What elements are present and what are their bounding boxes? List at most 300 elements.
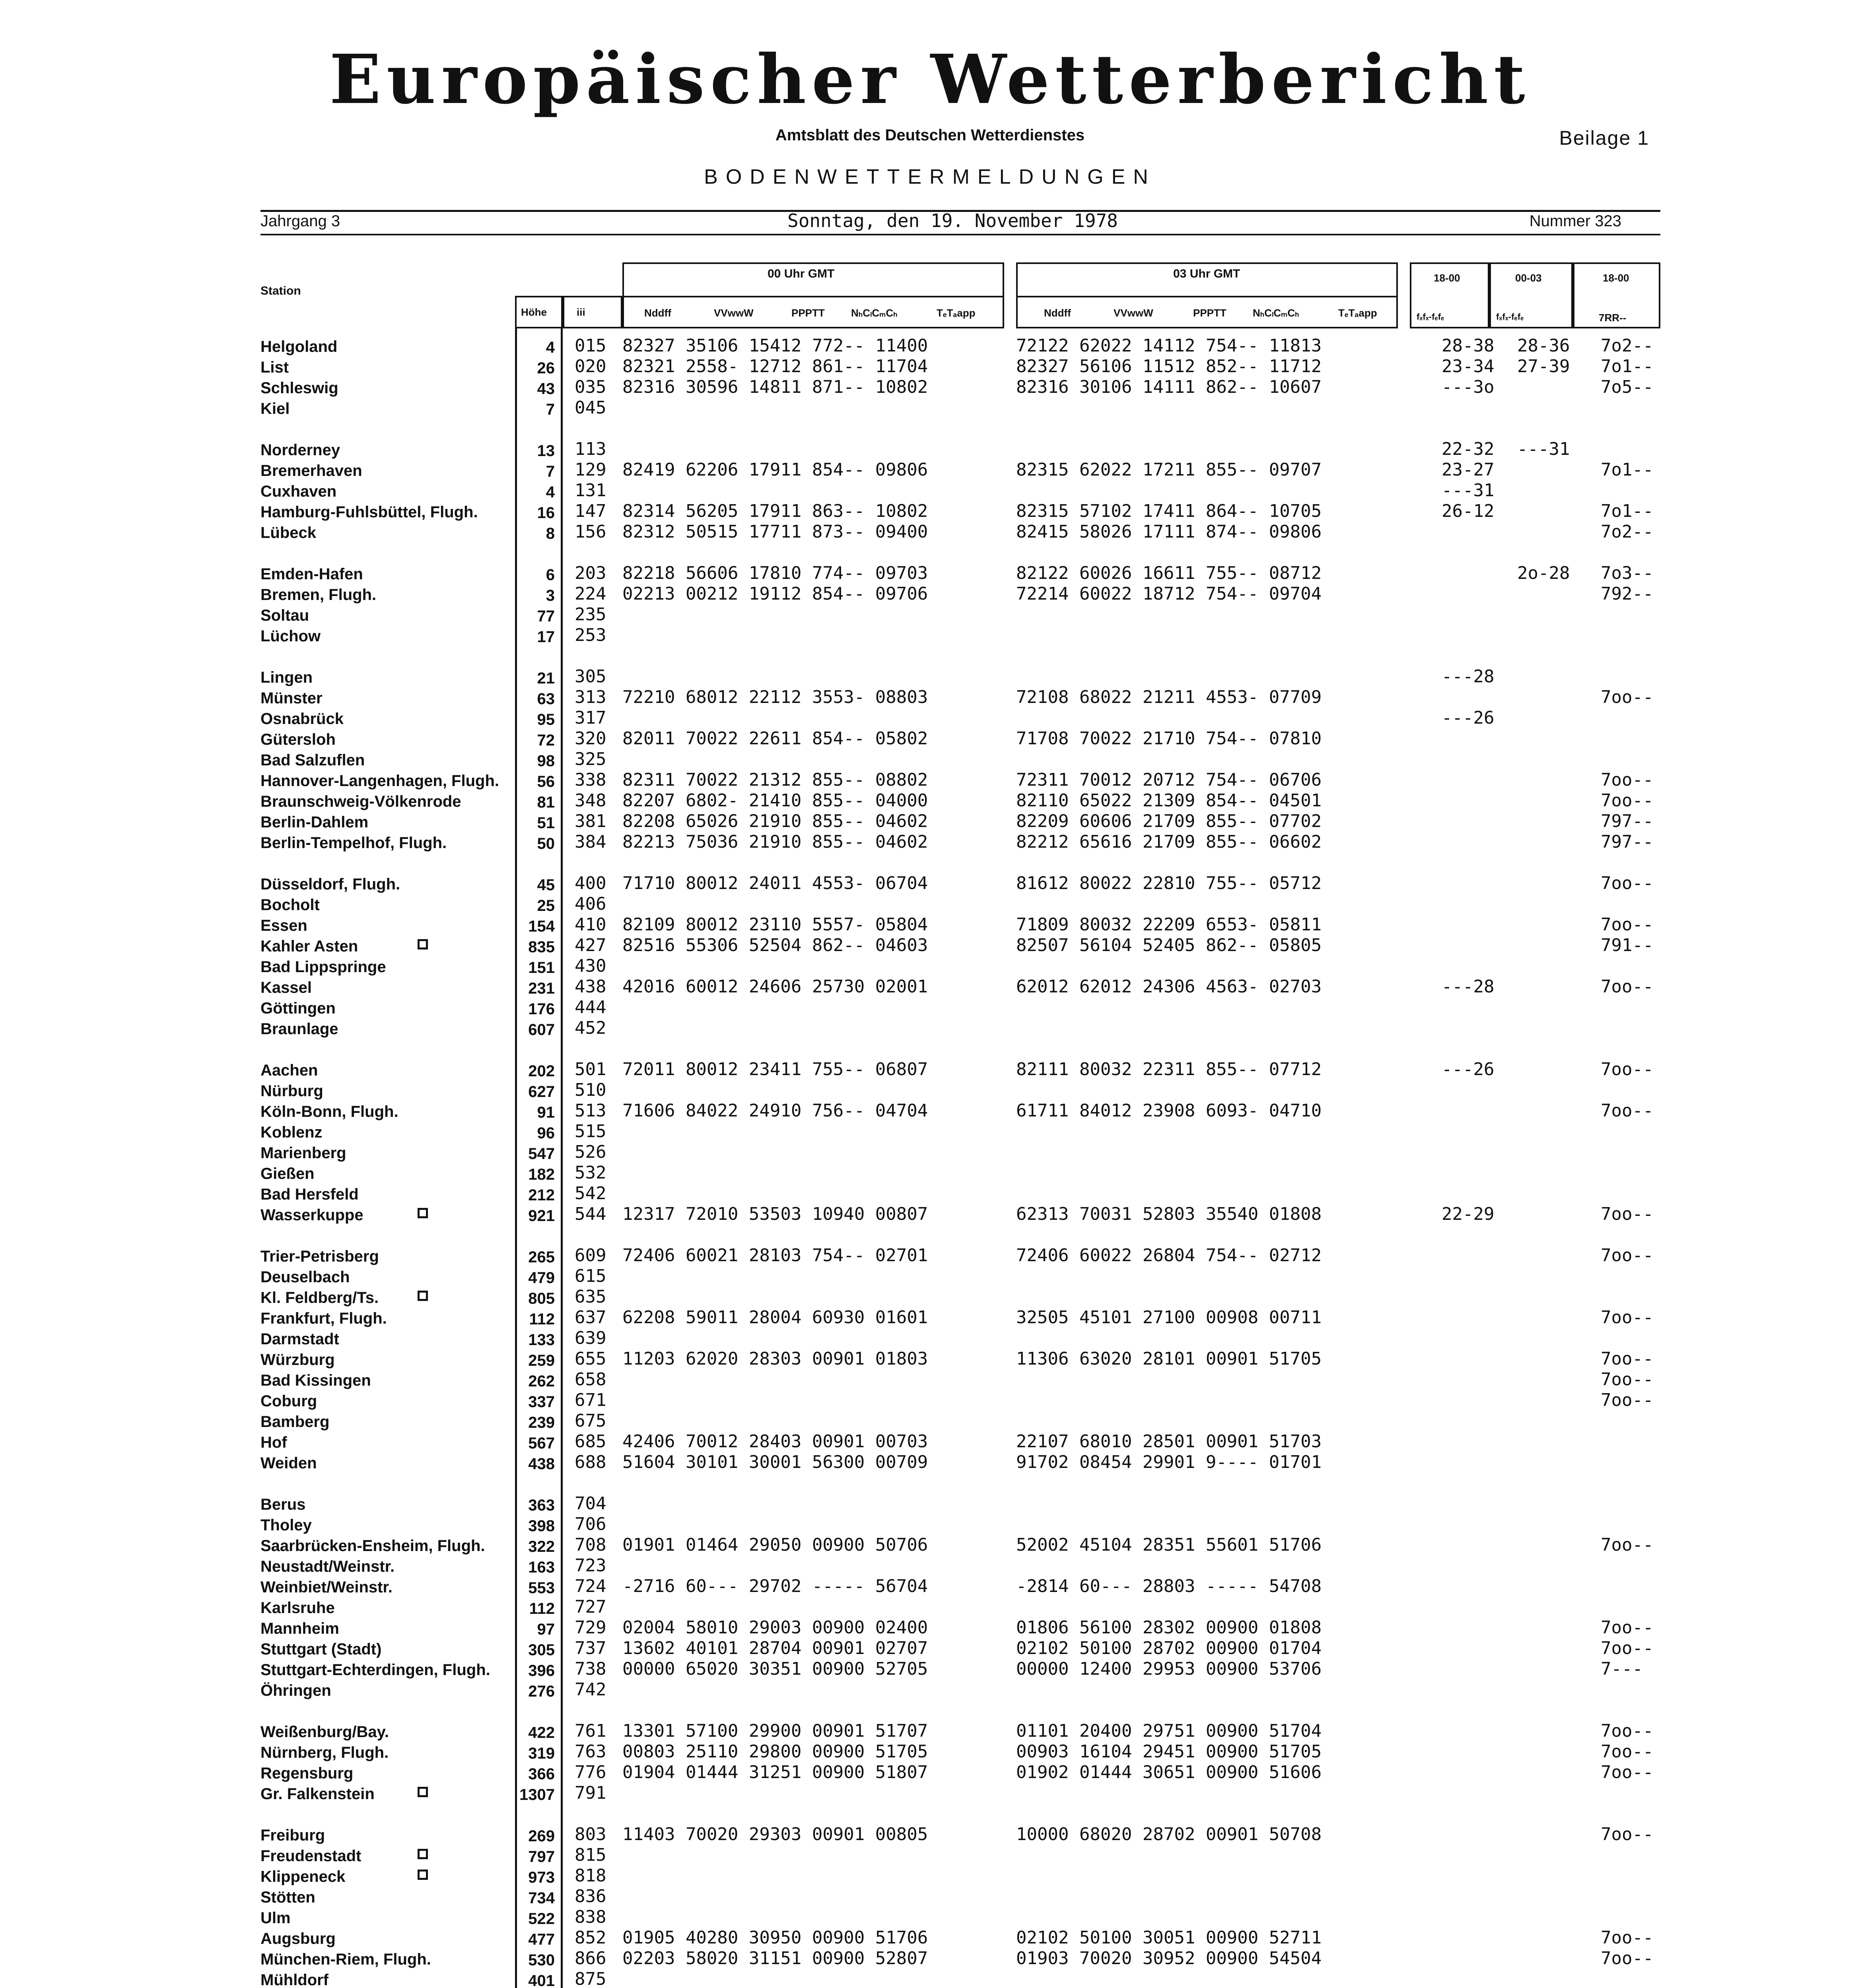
station-row: [260, 1431, 515, 1452]
station-name: Weinbiet/Weinstr.: [260, 1578, 393, 1596]
station-row: [260, 1907, 515, 1928]
station-row: [260, 708, 515, 728]
observation-00-gmt: 01901 01464 29050 00900 50706: [622, 1535, 928, 1555]
station-index: 430: [575, 956, 606, 976]
observation-00-gmt: 00000 65020 30351 00900 52705: [622, 1659, 928, 1679]
station-height: 4: [546, 339, 555, 356]
station-height: 797: [528, 1848, 555, 1866]
station-index: 685: [575, 1431, 606, 1452]
col-nddff-03: Nddff: [1044, 307, 1071, 319]
station-name: Lüchow: [260, 627, 321, 645]
station-row: [260, 1452, 515, 1473]
remarks-1-bottom: fₓfₓ-fₑfₑ: [1417, 312, 1444, 322]
observation-03-gmt: 72108 68022 21211 4553- 07709: [1016, 687, 1322, 707]
station-row: [260, 1328, 515, 1349]
station-name: Würzburg: [260, 1351, 335, 1369]
station-name: Weiden: [260, 1454, 317, 1472]
station-name: Düsseldorf, Flugh.: [260, 876, 400, 893]
data-row: [519, 1659, 1672, 1679]
remark-18-00: 22-29: [1442, 1204, 1495, 1224]
station-index: 639: [575, 1328, 606, 1348]
remark-18-00: ---31: [1442, 480, 1495, 501]
station-row: [260, 977, 515, 997]
data-row: [519, 1411, 1672, 1431]
station-name: Lübeck: [260, 524, 317, 542]
remarks-3-top: 18-00: [1603, 272, 1629, 284]
remark-precip: 797--: [1601, 811, 1654, 831]
station-row: [260, 1121, 515, 1142]
data-row: [519, 1101, 1672, 1121]
station-index: 147: [575, 501, 606, 521]
col-vvwww-03: VVwwW: [1114, 307, 1153, 319]
observation-03-gmt: 01806 56100 28302 00900 01808: [1016, 1617, 1322, 1638]
station-row: [260, 1741, 515, 1762]
station-name: Bad Kissingen: [260, 1372, 371, 1389]
observation-00-gmt: 72011 80012 23411 755-- 06807: [622, 1059, 928, 1079]
col-nhcl-00: NₕCₗCₘCₕ: [851, 307, 898, 319]
station-name: Stuttgart (Stadt): [260, 1640, 382, 1658]
group03-divider: [1016, 296, 1398, 297]
station-height: 6: [546, 566, 555, 584]
station-height: 363: [528, 1497, 555, 1514]
observation-03-gmt: 82122 60026 16611 755-- 08712: [1016, 563, 1322, 583]
station-height: 176: [528, 1000, 555, 1018]
remark-precip: 7o2--: [1601, 522, 1654, 542]
data-row: [519, 522, 1672, 542]
remark-precip: 7oo--: [1601, 1928, 1654, 1948]
station-height: 13: [537, 442, 555, 460]
group-spacer: [260, 1700, 515, 1721]
remark-precip: 7o1--: [1601, 460, 1654, 480]
remark-precip: 7oo--: [1601, 1721, 1654, 1741]
data-row: [519, 1576, 1672, 1597]
station-height: 17: [537, 628, 555, 646]
station-index: 727: [575, 1597, 606, 1617]
remark-18-00: 22-32: [1442, 439, 1495, 459]
station-height: 734: [528, 1889, 555, 1907]
station-index: 020: [575, 356, 606, 377]
station-name: Berlin-Dahlem: [260, 813, 369, 831]
station-height: 477: [528, 1931, 555, 1948]
station-row: [260, 1266, 515, 1287]
observation-00-gmt: 62208 59011 28004 60930 01601: [622, 1307, 928, 1328]
observation-00-gmt: 51604 30101 30001 56300 00709: [622, 1452, 928, 1472]
group00-divider: [622, 296, 1004, 297]
group-spacer: [260, 418, 515, 439]
station-height: 522: [528, 1910, 555, 1928]
station-height: 322: [528, 1538, 555, 1555]
station-height: 305: [528, 1641, 555, 1659]
station-row: [260, 1059, 515, 1080]
station-index: 384: [575, 832, 606, 852]
data-row: [519, 1741, 1672, 1762]
station-height: 212: [528, 1186, 555, 1204]
station-name: Koblenz: [260, 1124, 323, 1141]
station-index: 406: [575, 894, 606, 914]
station-height: 479: [528, 1269, 555, 1287]
station-height: 77: [537, 608, 555, 625]
station-index: 838: [575, 1907, 606, 1927]
station-height: 265: [528, 1248, 555, 1266]
station-index: 688: [575, 1452, 606, 1472]
data-row: [519, 770, 1672, 790]
open-square-icon: [418, 1849, 428, 1859]
station-name: Stuttgart-Echterdingen, Flugh.: [260, 1661, 490, 1679]
station-name: Braunschweig-Völkenrode: [260, 793, 461, 810]
data-row: [519, 1845, 1672, 1866]
group-spacer: [260, 1473, 515, 1493]
remarks-2-bottom: fₓfₓ-fₑfₑ: [1496, 312, 1524, 322]
station-height: 231: [528, 980, 555, 997]
station-index: 400: [575, 873, 606, 893]
station-index: 515: [575, 1121, 606, 1142]
station-row: [260, 1142, 515, 1163]
station-index: 035: [575, 377, 606, 397]
station-index: 203: [575, 563, 606, 583]
open-square-icon: [418, 1208, 428, 1218]
observation-03-gmt: 22107 68010 28501 00901 51703: [1016, 1431, 1322, 1452]
station-name: Bad Salzuflen: [260, 751, 365, 769]
station-height: 607: [528, 1021, 555, 1039]
station-name: Nürburg: [260, 1082, 323, 1100]
station-row: [260, 1369, 515, 1390]
station-index: 671: [575, 1390, 606, 1410]
station-name: Tholey: [260, 1516, 312, 1534]
station-row: [260, 1390, 515, 1411]
station-height: 547: [528, 1145, 555, 1163]
station-height: 567: [528, 1435, 555, 1452]
data-row: [519, 1721, 1672, 1741]
station-row: [260, 356, 515, 377]
data-row: [519, 1287, 1672, 1307]
observation-03-gmt: 71809 80032 22209 6553- 05811: [1016, 914, 1322, 935]
data-row: [519, 1762, 1672, 1783]
station-index: 791: [575, 1783, 606, 1803]
station-index: 131: [575, 480, 606, 501]
remark-precip: 7oo--: [1601, 770, 1654, 790]
station-index: 544: [575, 1204, 606, 1224]
station-height: 627: [528, 1083, 555, 1101]
station-height: 3: [546, 587, 555, 604]
station-row: [260, 1969, 515, 1988]
data-row: [519, 894, 1672, 914]
data-row: [519, 398, 1672, 418]
remark-18-00: ---28: [1442, 977, 1495, 997]
remark-precip: 7oo--: [1601, 1204, 1654, 1224]
station-index: 706: [575, 1514, 606, 1534]
station-index: 381: [575, 811, 606, 831]
col-vvwww-00: VVwwW: [714, 307, 754, 319]
data-row: [519, 1018, 1672, 1039]
data-row: [519, 1369, 1672, 1390]
station-index: 320: [575, 728, 606, 749]
station-index: 129: [575, 460, 606, 480]
data-row: [519, 1928, 1672, 1948]
station-height: 112: [529, 1310, 555, 1328]
data-row: [519, 1452, 1672, 1473]
station-name: Mühldorf: [260, 1971, 329, 1988]
observation-data: [519, 336, 1672, 1988]
data-spacer: [519, 1700, 1672, 1721]
station-height: 276: [528, 1683, 555, 1700]
station-name: Hof: [260, 1434, 287, 1451]
station-row: [260, 770, 515, 790]
station-height: 81: [537, 794, 555, 811]
station-index: 045: [575, 398, 606, 418]
station-index: 501: [575, 1059, 606, 1079]
remarks-1-top: 18-00: [1434, 272, 1460, 284]
station-name: Emden-Hafen: [260, 565, 363, 583]
data-row: [519, 1080, 1672, 1101]
remark-18-00: 26-12: [1442, 501, 1495, 521]
station-name: Berlin-Tempelhof, Flugh.: [260, 834, 447, 852]
observation-03-gmt: 62012 62012 24306 4563- 02703: [1016, 977, 1322, 997]
remark-precip: 791--: [1601, 935, 1654, 955]
remark-18-00: ---3o: [1442, 377, 1495, 397]
iii-column-header: iii: [577, 306, 585, 318]
data-row: [519, 811, 1672, 832]
data-row: [519, 1907, 1672, 1928]
observation-00-gmt: 02213 00212 19112 854-- 09706: [622, 584, 928, 604]
observation-03-gmt: 82111 80032 22311 855-- 07712: [1016, 1059, 1322, 1079]
station-row: [260, 894, 515, 914]
station-row: [260, 1287, 515, 1307]
station-height: 8: [546, 525, 555, 542]
station-row: [260, 1576, 515, 1597]
station-row: [260, 1204, 515, 1225]
station-name: Gr. Falkenstein: [260, 1785, 375, 1803]
station-name: Frankfurt, Flugh.: [260, 1310, 387, 1327]
data-spacer: [519, 1225, 1672, 1245]
station-height: 112: [529, 1600, 555, 1617]
station-row: [260, 563, 515, 584]
data-row: [519, 977, 1672, 997]
station-name: Regensburg: [260, 1765, 354, 1782]
remark-precip: 7oo--: [1601, 1101, 1654, 1121]
open-square-icon: [418, 1291, 428, 1301]
station-height: 45: [537, 876, 555, 894]
data-row: [519, 832, 1672, 852]
observation-03-gmt: 71708 70022 21710 754-- 07810: [1016, 728, 1322, 749]
station-index: 427: [575, 935, 606, 955]
observation-03-gmt: 72406 60022 26804 754-- 02712: [1016, 1245, 1322, 1266]
observation-03-gmt: 10000 68020 28702 00901 50708: [1016, 1824, 1322, 1844]
col-tetd-00: TₑTₐapp: [937, 307, 976, 319]
station-index: 313: [575, 687, 606, 707]
remarks-3-bottom: 7RR--: [1599, 312, 1627, 324]
station-name: Kiel: [260, 400, 290, 417]
station-height: 422: [528, 1724, 555, 1741]
station-name: Klippeneck: [260, 1868, 346, 1885]
data-row: [519, 708, 1672, 728]
observation-03-gmt: 82212 65616 21709 855-- 06602: [1016, 832, 1322, 852]
station-row: [260, 1866, 515, 1886]
station-row: [260, 1555, 515, 1576]
station-height: 133: [528, 1331, 555, 1349]
observation-00-gmt: 82207 6802- 21410 855-- 04000: [622, 790, 928, 811]
station-index: 875: [575, 1969, 606, 1988]
data-row: [519, 1142, 1672, 1163]
station-name: Deuselbach: [260, 1268, 350, 1286]
data-row: [519, 914, 1672, 935]
header-rule-lower: [260, 234, 1660, 235]
data-row: [519, 1307, 1672, 1328]
station-height: 7: [546, 463, 555, 480]
observation-00-gmt: 82011 70022 22611 854-- 05802: [622, 728, 928, 749]
observation-00-gmt: 82208 65026 21910 855-- 04602: [622, 811, 928, 831]
col-ppptt-00: PPPTT: [791, 307, 825, 319]
data-row: [519, 1597, 1672, 1617]
station-index: 438: [575, 977, 606, 997]
station-row: [260, 1928, 515, 1948]
station-height: 1307: [519, 1786, 555, 1804]
remark-precip: 7oo--: [1601, 1059, 1654, 1079]
data-row: [519, 749, 1672, 770]
station-name: Helgoland: [260, 338, 338, 355]
station-row: [260, 1783, 515, 1804]
data-row: [519, 1535, 1672, 1555]
station-height: 21: [537, 670, 555, 687]
remark-precip: 7oo--: [1601, 914, 1654, 935]
station-height: 56: [537, 773, 555, 790]
observation-00-gmt: 82419 62206 17911 854-- 09806: [622, 460, 928, 480]
remark-precip: 7oo--: [1601, 1762, 1654, 1782]
station-row: [260, 625, 515, 646]
station-name: Hannover-Langenhagen, Flugh.: [260, 772, 499, 790]
data-row: [519, 1617, 1672, 1638]
station-height: 95: [537, 711, 555, 728]
remark-precip: 7oo--: [1601, 1824, 1654, 1844]
station-height: 202: [528, 1062, 555, 1080]
station-index: 532: [575, 1163, 606, 1183]
station-row: [260, 439, 515, 460]
data-row: [519, 460, 1672, 480]
station-index: 803: [575, 1824, 606, 1844]
station-column-header: Station: [260, 284, 301, 297]
iii-header-box: [563, 296, 622, 328]
station-name: Darmstadt: [260, 1330, 339, 1348]
station-index: 742: [575, 1679, 606, 1700]
group-spacer: [260, 852, 515, 873]
station-name: Bremerhaven: [260, 462, 362, 480]
observation-03-gmt: 82415 58026 17111 874-- 09806: [1016, 522, 1322, 542]
station-name: Ulm: [260, 1909, 291, 1927]
station-row: [260, 997, 515, 1018]
station-height: 4: [546, 483, 555, 501]
data-row: [519, 1679, 1672, 1700]
station-height: 530: [528, 1951, 555, 1969]
station-height: 26: [537, 359, 555, 377]
remark-18-00: 23-34: [1442, 356, 1495, 377]
observation-00-gmt: 82316 30596 14811 871-- 10802: [622, 377, 928, 397]
station-height: 97: [537, 1621, 555, 1638]
data-row: [519, 1638, 1672, 1659]
station-row: [260, 480, 515, 501]
station-height: 239: [528, 1414, 555, 1431]
station-index: 704: [575, 1493, 606, 1514]
station-index: 655: [575, 1349, 606, 1369]
station-row: [260, 666, 515, 687]
station-height: 319: [528, 1745, 555, 1762]
station-index: 452: [575, 1018, 606, 1038]
station-row: [260, 604, 515, 625]
observation-00-gmt: 72210 68012 22112 3553- 08803: [622, 687, 928, 707]
data-row: [519, 873, 1672, 894]
station-name: List: [260, 359, 289, 376]
station-height: 51: [537, 814, 555, 832]
station-height: 151: [528, 959, 555, 977]
data-row: [519, 1204, 1672, 1225]
remark-precip: 7oo--: [1601, 1390, 1654, 1410]
station-height: 337: [528, 1393, 555, 1411]
data-row: [519, 1121, 1672, 1142]
observation-00-gmt: 72406 60021 28103 754-- 02701: [622, 1245, 928, 1266]
station-index: 253: [575, 625, 606, 645]
station-index: 836: [575, 1886, 606, 1906]
remark-precip: 7o5--: [1601, 377, 1654, 397]
station-row: [260, 377, 515, 398]
station-index: 325: [575, 749, 606, 769]
group-spacer: [260, 1804, 515, 1824]
station-index: 658: [575, 1369, 606, 1390]
station-index: 348: [575, 790, 606, 811]
observation-03-gmt: 02102 50100 30051 00900 52711: [1016, 1928, 1322, 1948]
observation-03-gmt: 62313 70031 52803 35540 01808: [1016, 1204, 1322, 1224]
section-heading: BODENWETTERMELDUNGEN: [704, 165, 1156, 188]
data-row: [519, 728, 1672, 749]
station-name: Saarbrücken-Ensheim, Flugh.: [260, 1537, 485, 1555]
data-row: [519, 1783, 1672, 1804]
station-name: Freiburg: [260, 1827, 325, 1844]
station-row: [260, 1163, 515, 1183]
station-height: 98: [537, 752, 555, 770]
station-height: 163: [528, 1559, 555, 1576]
observation-03-gmt: 01902 01444 30651 00900 51606: [1016, 1762, 1322, 1782]
col-ppptt-03: PPPTT: [1193, 307, 1226, 319]
observation-00-gmt: -2716 60--- 29702 ----- 56704: [622, 1576, 928, 1596]
observation-00-gmt: 42016 60012 24606 25730 02001: [622, 977, 928, 997]
station-name: Karlsruhe: [260, 1599, 335, 1617]
data-row: [519, 1266, 1672, 1287]
remark-precip: 7---: [1601, 1659, 1643, 1679]
data-row: [519, 1948, 1672, 1969]
station-index: 852: [575, 1928, 606, 1948]
observation-03-gmt: 72214 60022 18712 754-- 09704: [1016, 584, 1322, 604]
station-index: 526: [575, 1142, 606, 1162]
station-name: Cuxhaven: [260, 483, 337, 500]
observation-03-gmt: 01903 70020 30952 00900 54504: [1016, 1948, 1322, 1969]
station-name: Kahler Asten: [260, 938, 358, 955]
station-height: 25: [537, 897, 555, 914]
remark-precip: 7oo--: [1601, 873, 1654, 893]
col-tetd-03: TₑTₐapp: [1338, 307, 1377, 319]
station-row: [260, 935, 515, 956]
station-name: Göttingen: [260, 1000, 336, 1017]
observation-00-gmt: 01904 01444 31251 00900 51807: [622, 1762, 928, 1782]
station-index: 761: [575, 1721, 606, 1741]
station-row: [260, 501, 515, 522]
station-row: [260, 1101, 515, 1121]
station-index: 776: [575, 1762, 606, 1782]
station-name: Marienberg: [260, 1144, 346, 1162]
observation-03-gmt: 82316 30106 14111 862-- 10607: [1016, 377, 1322, 397]
station-row: [260, 1245, 515, 1266]
data-row: [519, 790, 1672, 811]
observation-00-gmt: 82516 55306 52504 862-- 04603: [622, 935, 928, 955]
station-row: [260, 1824, 515, 1845]
station-height: 921: [528, 1207, 555, 1225]
remark-precip: 7o1--: [1601, 501, 1654, 521]
